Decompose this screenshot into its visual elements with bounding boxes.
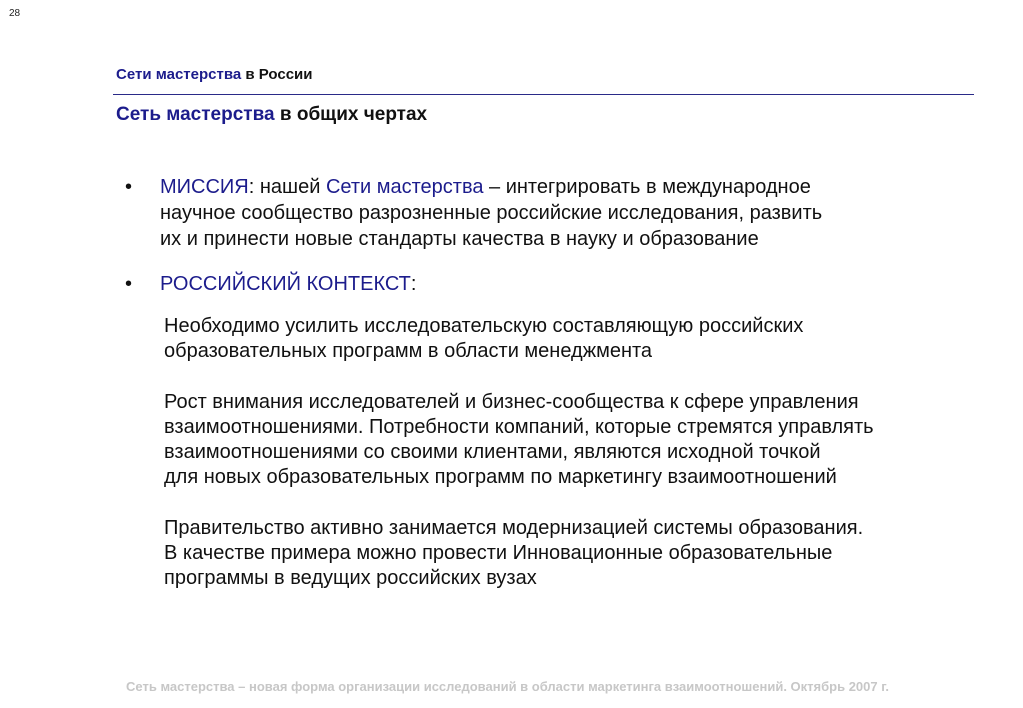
context-colon: : xyxy=(410,273,417,295)
context-paragraph-2 xyxy=(164,390,874,490)
mission-network-name: Сети мастерства xyxy=(325,176,484,198)
header-divider xyxy=(113,94,974,95)
paragraph-line: Необходимо усилить исследовательскую составляющую российских xyxy=(164,315,804,337)
bullet-mission-line-3: их и принести новые стандарты качества в науку и образование xyxy=(160,228,759,250)
context-paragraph-1 xyxy=(164,314,803,364)
paragraph-line: Рост внимания исследователей и бизнес-сообщества к сфере управления xyxy=(164,391,859,413)
section-header xyxy=(116,66,312,83)
slide-footer: Сеть мастерства – новая форма организации исследований в области маркетинга взаимоотношений. Октябрь 2007 г. xyxy=(126,679,889,694)
section-header-accent: Сети мастерства xyxy=(116,66,242,83)
bullet-mission-line-2: научное сообщество разрозненные российские исследования, развить xyxy=(160,202,823,224)
context-label: РОССИЙСКИЙ КОНТЕКСТ xyxy=(160,273,411,295)
paragraph-line: образовательных программ в области менеджмента xyxy=(164,340,653,362)
paragraph-line: для новых образовательных программ по маркетингу взаимоотношений xyxy=(164,466,837,488)
section-header-rest: в России xyxy=(241,66,313,83)
bullet-mission-line-1 xyxy=(160,174,980,200)
mission-line-1-rest: – интегрировать в международное xyxy=(483,176,811,198)
bullet-mission-text xyxy=(160,174,980,252)
bullet-context-line xyxy=(160,271,980,297)
bullet-context-text xyxy=(160,271,980,297)
paragraph-line: программы в ведущих российских вузах xyxy=(164,567,537,589)
paragraph-line: взаимоотношениями со своими клиентами, являются исходной точкой xyxy=(164,441,821,463)
page-number: 28 xyxy=(9,8,21,19)
slide-title-rest: в общих чертах xyxy=(274,104,428,125)
context-paragraph-3 xyxy=(164,516,863,591)
slide-title-accent: Сеть мастерства xyxy=(116,104,275,125)
paragraph-line: взаимоотношениями. Потребности компаний, которые стремятся управлять xyxy=(164,416,874,438)
slide-title xyxy=(116,104,427,126)
mission-connector: : нашей xyxy=(248,176,326,198)
mission-label: МИССИЯ xyxy=(160,176,249,198)
paragraph-line: Правительство активно занимается модернизацией системы образования. xyxy=(164,517,864,539)
paragraph-line: В качестве примера можно провести Инновационные образовательные xyxy=(164,542,833,564)
bullet-marker: • xyxy=(125,176,133,198)
bullet-marker: • xyxy=(125,273,133,295)
